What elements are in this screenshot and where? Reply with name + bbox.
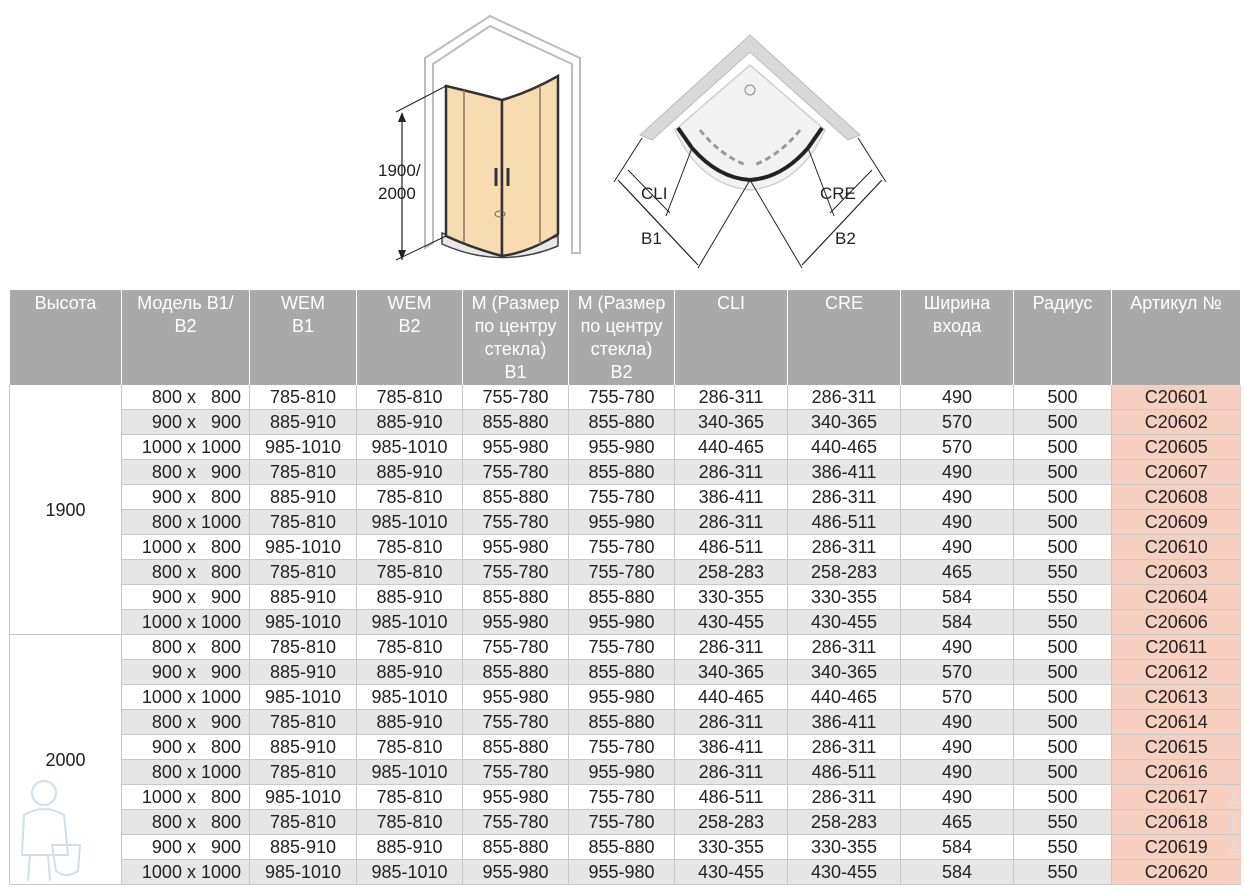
table-cell: 755-780 bbox=[463, 635, 569, 660]
table-cell: 286-311 bbox=[788, 535, 901, 560]
table-cell: 258-283 bbox=[675, 560, 788, 585]
table-cell: 550 bbox=[1014, 860, 1112, 885]
diagram-area bbox=[0, 0, 1244, 290]
article-cell: C20612 bbox=[1112, 660, 1241, 685]
table-row bbox=[10, 835, 1241, 860]
table-cell: 490 bbox=[901, 460, 1014, 485]
table-cell: 500 bbox=[1014, 785, 1112, 810]
table-cell: 885-910 bbox=[250, 410, 357, 435]
table-cell: 500 bbox=[1014, 485, 1112, 510]
table-cell: 500 bbox=[1014, 735, 1112, 760]
table-cell: 500 bbox=[1014, 410, 1112, 435]
model-cell: 900 x 800 bbox=[122, 735, 250, 760]
model-cell: 800 x 1000 bbox=[122, 760, 250, 785]
table-cell: 490 bbox=[901, 485, 1014, 510]
table-cell: 785-810 bbox=[250, 510, 357, 535]
table-cell: 490 bbox=[901, 510, 1014, 535]
table-cell: 985-1010 bbox=[357, 760, 463, 785]
table-cell: 885-910 bbox=[250, 735, 357, 760]
article-cell: C20620 bbox=[1112, 860, 1241, 885]
table-cell: 500 bbox=[1014, 685, 1112, 710]
table-cell: 985-1010 bbox=[250, 435, 357, 460]
table-cell: 885-910 bbox=[357, 410, 463, 435]
table-cell: 500 bbox=[1014, 435, 1112, 460]
table-cell: 465 bbox=[901, 810, 1014, 835]
table-cell: 855-880 bbox=[463, 585, 569, 610]
model-cell: 800 x 1000 bbox=[122, 510, 250, 535]
table-cell: 855-880 bbox=[569, 660, 675, 685]
table-cell: 330-355 bbox=[675, 835, 788, 860]
table-cell: 490 bbox=[901, 385, 1014, 410]
table-cell: 885-910 bbox=[250, 585, 357, 610]
table-cell: 985-1010 bbox=[357, 685, 463, 710]
model-cell: 900 x 800 bbox=[122, 485, 250, 510]
table-cell: 386-411 bbox=[675, 485, 788, 510]
table-cell: 490 bbox=[901, 785, 1014, 810]
table-cell: 755-780 bbox=[463, 710, 569, 735]
model-cell: 800 x 800 bbox=[122, 560, 250, 585]
article-cell: C20607 bbox=[1112, 460, 1241, 485]
table-cell: 340-365 bbox=[788, 660, 901, 685]
table-cell: 330-355 bbox=[788, 585, 901, 610]
b2-label: B2 bbox=[835, 229, 856, 248]
table-cell: 550 bbox=[1014, 585, 1112, 610]
model-cell: 1000 x 1000 bbox=[122, 685, 250, 710]
table-row bbox=[10, 735, 1241, 760]
table-cell: 955-980 bbox=[569, 435, 675, 460]
table-cell: 955-980 bbox=[569, 760, 675, 785]
article-cell: C20614 bbox=[1112, 710, 1241, 735]
model-cell: 800 x 900 bbox=[122, 710, 250, 735]
table-cell: 785-810 bbox=[357, 485, 463, 510]
table-cell: 785-810 bbox=[357, 535, 463, 560]
article-cell: C20616 bbox=[1112, 760, 1241, 785]
table-cell: 258-283 bbox=[788, 560, 901, 585]
model-cell: 1000 x 800 bbox=[122, 785, 250, 810]
table-cell: 955-980 bbox=[463, 785, 569, 810]
table-cell: 570 bbox=[901, 660, 1014, 685]
table-row bbox=[10, 710, 1241, 735]
table-cell: 955-980 bbox=[569, 610, 675, 635]
model-cell: 900 x 900 bbox=[122, 835, 250, 860]
article-cell: C20610 bbox=[1112, 535, 1241, 560]
model-cell: 900 x 900 bbox=[122, 410, 250, 435]
article-cell: C20601 bbox=[1112, 385, 1241, 410]
table-header-row bbox=[10, 290, 1241, 385]
table-cell: 885-910 bbox=[357, 460, 463, 485]
table-cell: 430-455 bbox=[675, 860, 788, 885]
table-cell: 885-910 bbox=[357, 660, 463, 685]
table-row bbox=[10, 635, 1241, 660]
table-row bbox=[10, 785, 1241, 810]
table-cell: 584 bbox=[901, 835, 1014, 860]
table-cell: 985-1010 bbox=[357, 510, 463, 535]
table-cell: 286-311 bbox=[788, 485, 901, 510]
table-row bbox=[10, 485, 1241, 510]
table-cell: 490 bbox=[901, 735, 1014, 760]
table-cell: 955-980 bbox=[463, 610, 569, 635]
table-cell: 855-880 bbox=[463, 485, 569, 510]
table-row bbox=[10, 460, 1241, 485]
table-cell: 340-365 bbox=[675, 660, 788, 685]
table-cell: 430-455 bbox=[675, 610, 788, 635]
table-cell: 500 bbox=[1014, 660, 1112, 685]
article-cell: C20617 bbox=[1112, 785, 1241, 810]
table-row bbox=[10, 560, 1241, 585]
table-cell: 755-780 bbox=[569, 560, 675, 585]
table-cell: 500 bbox=[1014, 510, 1112, 535]
table-cell: 465 bbox=[901, 560, 1014, 585]
model-cell: 800 x 900 bbox=[122, 460, 250, 485]
model-cell: 1000 x 800 bbox=[122, 535, 250, 560]
table-cell: 785-810 bbox=[250, 560, 357, 585]
table-cell: 855-880 bbox=[463, 735, 569, 760]
table-cell: 550 bbox=[1014, 835, 1112, 860]
b1-label: B1 bbox=[641, 229, 662, 248]
header-radius: Радиус bbox=[1014, 290, 1112, 385]
table-cell: 855-880 bbox=[569, 710, 675, 735]
header-cre: CRE bbox=[788, 290, 901, 385]
table-cell: 486-511 bbox=[675, 785, 788, 810]
table-cell: 286-311 bbox=[788, 385, 901, 410]
table-cell: 570 bbox=[901, 410, 1014, 435]
table-cell: 985-1010 bbox=[250, 535, 357, 560]
table-row bbox=[10, 385, 1241, 410]
table-cell: 500 bbox=[1014, 635, 1112, 660]
model-cell: 1000 x 1000 bbox=[122, 435, 250, 460]
table-row bbox=[10, 810, 1241, 835]
table-cell: 440-465 bbox=[675, 435, 788, 460]
table-row bbox=[10, 660, 1241, 685]
table-row bbox=[10, 535, 1241, 560]
table-cell: 286-311 bbox=[675, 510, 788, 535]
header-cli: CLI bbox=[675, 290, 788, 385]
table-cell: 885-910 bbox=[250, 835, 357, 860]
article-cell: C20606 bbox=[1112, 610, 1241, 635]
plumber-mascot-icon bbox=[8, 775, 88, 885]
model-cell: 900 x 900 bbox=[122, 585, 250, 610]
table-row bbox=[10, 760, 1241, 785]
model-cell: 1000 x 1000 bbox=[122, 860, 250, 885]
model-cell: 800 x 800 bbox=[122, 810, 250, 835]
table-cell: 855-880 bbox=[463, 835, 569, 860]
table-cell: 500 bbox=[1014, 710, 1112, 735]
table-row bbox=[10, 510, 1241, 535]
table-cell: 785-810 bbox=[357, 735, 463, 760]
table-cell: 755-780 bbox=[463, 810, 569, 835]
cli-label: CLI bbox=[641, 184, 668, 203]
model-cell: 800 x 800 bbox=[122, 385, 250, 410]
height-label-top: 1900/ bbox=[378, 161, 421, 180]
table-cell: 985-1010 bbox=[357, 435, 463, 460]
table-cell: 386-411 bbox=[788, 710, 901, 735]
table-cell: 550 bbox=[1014, 810, 1112, 835]
table-cell: 550 bbox=[1014, 560, 1112, 585]
table-cell: 286-311 bbox=[788, 735, 901, 760]
table-cell: 584 bbox=[901, 610, 1014, 635]
table-cell: 785-810 bbox=[357, 635, 463, 660]
table-cell: 755-780 bbox=[569, 385, 675, 410]
table-cell: 885-910 bbox=[250, 485, 357, 510]
table-cell: 785-810 bbox=[357, 785, 463, 810]
table-cell: 985-1010 bbox=[250, 610, 357, 635]
table-cell: 386-411 bbox=[788, 460, 901, 485]
header-height: Высота bbox=[10, 290, 122, 385]
header-model: Модель B1/ B2 bbox=[122, 290, 250, 385]
table-cell: 486-511 bbox=[788, 760, 901, 785]
table-row bbox=[10, 585, 1241, 610]
article-cell: C20615 bbox=[1112, 735, 1241, 760]
table-cell: 855-880 bbox=[569, 585, 675, 610]
table-cell: 286-311 bbox=[675, 635, 788, 660]
table-cell: 570 bbox=[901, 685, 1014, 710]
table-cell: 755-780 bbox=[569, 735, 675, 760]
table-cell: 785-810 bbox=[357, 560, 463, 585]
table-cell: 500 bbox=[1014, 460, 1112, 485]
table-cell: 855-880 bbox=[463, 410, 569, 435]
table-cell: 550 bbox=[1014, 610, 1112, 635]
table-cell: 755-780 bbox=[569, 535, 675, 560]
table-cell: 855-880 bbox=[569, 835, 675, 860]
table-cell: 570 bbox=[901, 435, 1014, 460]
article-cell: C20605 bbox=[1112, 435, 1241, 460]
table-cell: 430-455 bbox=[788, 610, 901, 635]
table-cell: 755-780 bbox=[463, 460, 569, 485]
table-cell: 500 bbox=[1014, 385, 1112, 410]
table-cell: 985-1010 bbox=[250, 860, 357, 885]
table-cell: 855-880 bbox=[463, 660, 569, 685]
table-cell: 885-910 bbox=[357, 710, 463, 735]
article-cell: C20618 bbox=[1112, 810, 1241, 835]
table-cell: 985-1010 bbox=[357, 860, 463, 885]
table-row bbox=[10, 685, 1241, 710]
table-cell: 755-780 bbox=[463, 560, 569, 585]
table-cell: 785-810 bbox=[250, 385, 357, 410]
header-wem-b2: WEM B2 bbox=[357, 290, 463, 385]
table-row bbox=[10, 610, 1241, 635]
article-cell: C20609 bbox=[1112, 510, 1241, 535]
table-cell: 755-780 bbox=[463, 510, 569, 535]
header-article: Артикул № bbox=[1112, 290, 1241, 385]
table-cell: 855-880 bbox=[569, 460, 675, 485]
table-cell: 785-810 bbox=[357, 810, 463, 835]
table-cell: 955-980 bbox=[463, 860, 569, 885]
article-cell: C20602 bbox=[1112, 410, 1241, 435]
table-cell: 486-511 bbox=[788, 510, 901, 535]
table-cell: 330-355 bbox=[788, 835, 901, 860]
table-cell: 286-311 bbox=[675, 460, 788, 485]
model-cell: 900 x 900 bbox=[122, 660, 250, 685]
table-cell: 955-980 bbox=[569, 860, 675, 885]
model-cell: 1000 x 1000 bbox=[122, 610, 250, 635]
header-entry-width: Ширина входа bbox=[901, 290, 1014, 385]
table-cell: 955-980 bbox=[463, 535, 569, 560]
table-cell: 785-810 bbox=[357, 385, 463, 410]
table-cell: 440-465 bbox=[788, 435, 901, 460]
table-cell: 755-780 bbox=[569, 810, 675, 835]
table-cell: 785-810 bbox=[250, 710, 357, 735]
table-cell: 955-980 bbox=[463, 435, 569, 460]
table-cell: 490 bbox=[901, 760, 1014, 785]
table-cell: 430-455 bbox=[788, 860, 901, 885]
spec-table bbox=[9, 290, 1241, 885]
height-label-bottom: 2000 bbox=[378, 184, 416, 203]
table-cell: 955-980 bbox=[569, 685, 675, 710]
article-cell: C20613 bbox=[1112, 685, 1241, 710]
table-cell: 985-1010 bbox=[250, 685, 357, 710]
table-cell: 486-511 bbox=[675, 535, 788, 560]
table-cell: 500 bbox=[1014, 535, 1112, 560]
table-cell: 286-311 bbox=[788, 785, 901, 810]
article-cell: C20611 bbox=[1112, 635, 1241, 660]
table-cell: 286-311 bbox=[788, 635, 901, 660]
article-cell: C20608 bbox=[1112, 485, 1241, 510]
header-m-b2: M (Размер по центру стекла) B2 bbox=[569, 290, 675, 385]
model-cell: 800 x 800 bbox=[122, 635, 250, 660]
table-cell: 500 bbox=[1014, 760, 1112, 785]
table-cell: 785-810 bbox=[250, 760, 357, 785]
table-cell: 490 bbox=[901, 710, 1014, 735]
enclosure-perspective-drawing bbox=[380, 8, 600, 270]
height-group-cell: 1900 bbox=[10, 385, 122, 635]
table-cell: 985-1010 bbox=[250, 785, 357, 810]
table-cell: 386-411 bbox=[675, 735, 788, 760]
table-cell: 258-283 bbox=[788, 810, 901, 835]
table-cell: 755-780 bbox=[569, 785, 675, 810]
table-cell: 584 bbox=[901, 585, 1014, 610]
table-cell: 885-910 bbox=[357, 835, 463, 860]
table-cell: 955-980 bbox=[569, 510, 675, 535]
table-cell: 955-980 bbox=[463, 685, 569, 710]
table-cell: 286-311 bbox=[675, 710, 788, 735]
table-cell: 785-810 bbox=[250, 460, 357, 485]
table-cell: 885-910 bbox=[250, 660, 357, 685]
watermark: афона.рф bbox=[1226, 789, 1242, 856]
table-cell: 755-780 bbox=[463, 385, 569, 410]
table-row bbox=[10, 860, 1241, 885]
header-m-b1: M (Размер по центру стекла) B1 bbox=[463, 290, 569, 385]
table-cell: 340-365 bbox=[788, 410, 901, 435]
table-cell: 985-1010 bbox=[357, 610, 463, 635]
table-cell: 785-810 bbox=[250, 810, 357, 835]
table-cell: 855-880 bbox=[569, 410, 675, 435]
table-cell: 885-910 bbox=[357, 585, 463, 610]
table-cell: 440-465 bbox=[675, 685, 788, 710]
table-cell: 440-465 bbox=[788, 685, 901, 710]
table-cell: 584 bbox=[901, 860, 1014, 885]
table-cell: 286-311 bbox=[675, 385, 788, 410]
header-wem-b1: WEM B1 bbox=[250, 290, 357, 385]
table-row bbox=[10, 410, 1241, 435]
height-group-cell: 2000 bbox=[10, 635, 122, 885]
table-cell: 490 bbox=[901, 635, 1014, 660]
table-cell: 785-810 bbox=[250, 635, 357, 660]
table-cell: 755-780 bbox=[569, 485, 675, 510]
article-cell: C20619 bbox=[1112, 835, 1241, 860]
cre-label: CRE bbox=[820, 184, 856, 203]
table-cell: 286-311 bbox=[675, 760, 788, 785]
article-cell: C20603 bbox=[1112, 560, 1241, 585]
table-cell: 330-355 bbox=[675, 585, 788, 610]
article-cell: C20604 bbox=[1112, 585, 1241, 610]
table-cell: 340-365 bbox=[675, 410, 788, 435]
table-cell: 755-780 bbox=[569, 635, 675, 660]
table-cell: 755-780 bbox=[463, 760, 569, 785]
table-cell: 490 bbox=[901, 535, 1014, 560]
table-cell: 258-283 bbox=[675, 810, 788, 835]
table-row bbox=[10, 435, 1241, 460]
